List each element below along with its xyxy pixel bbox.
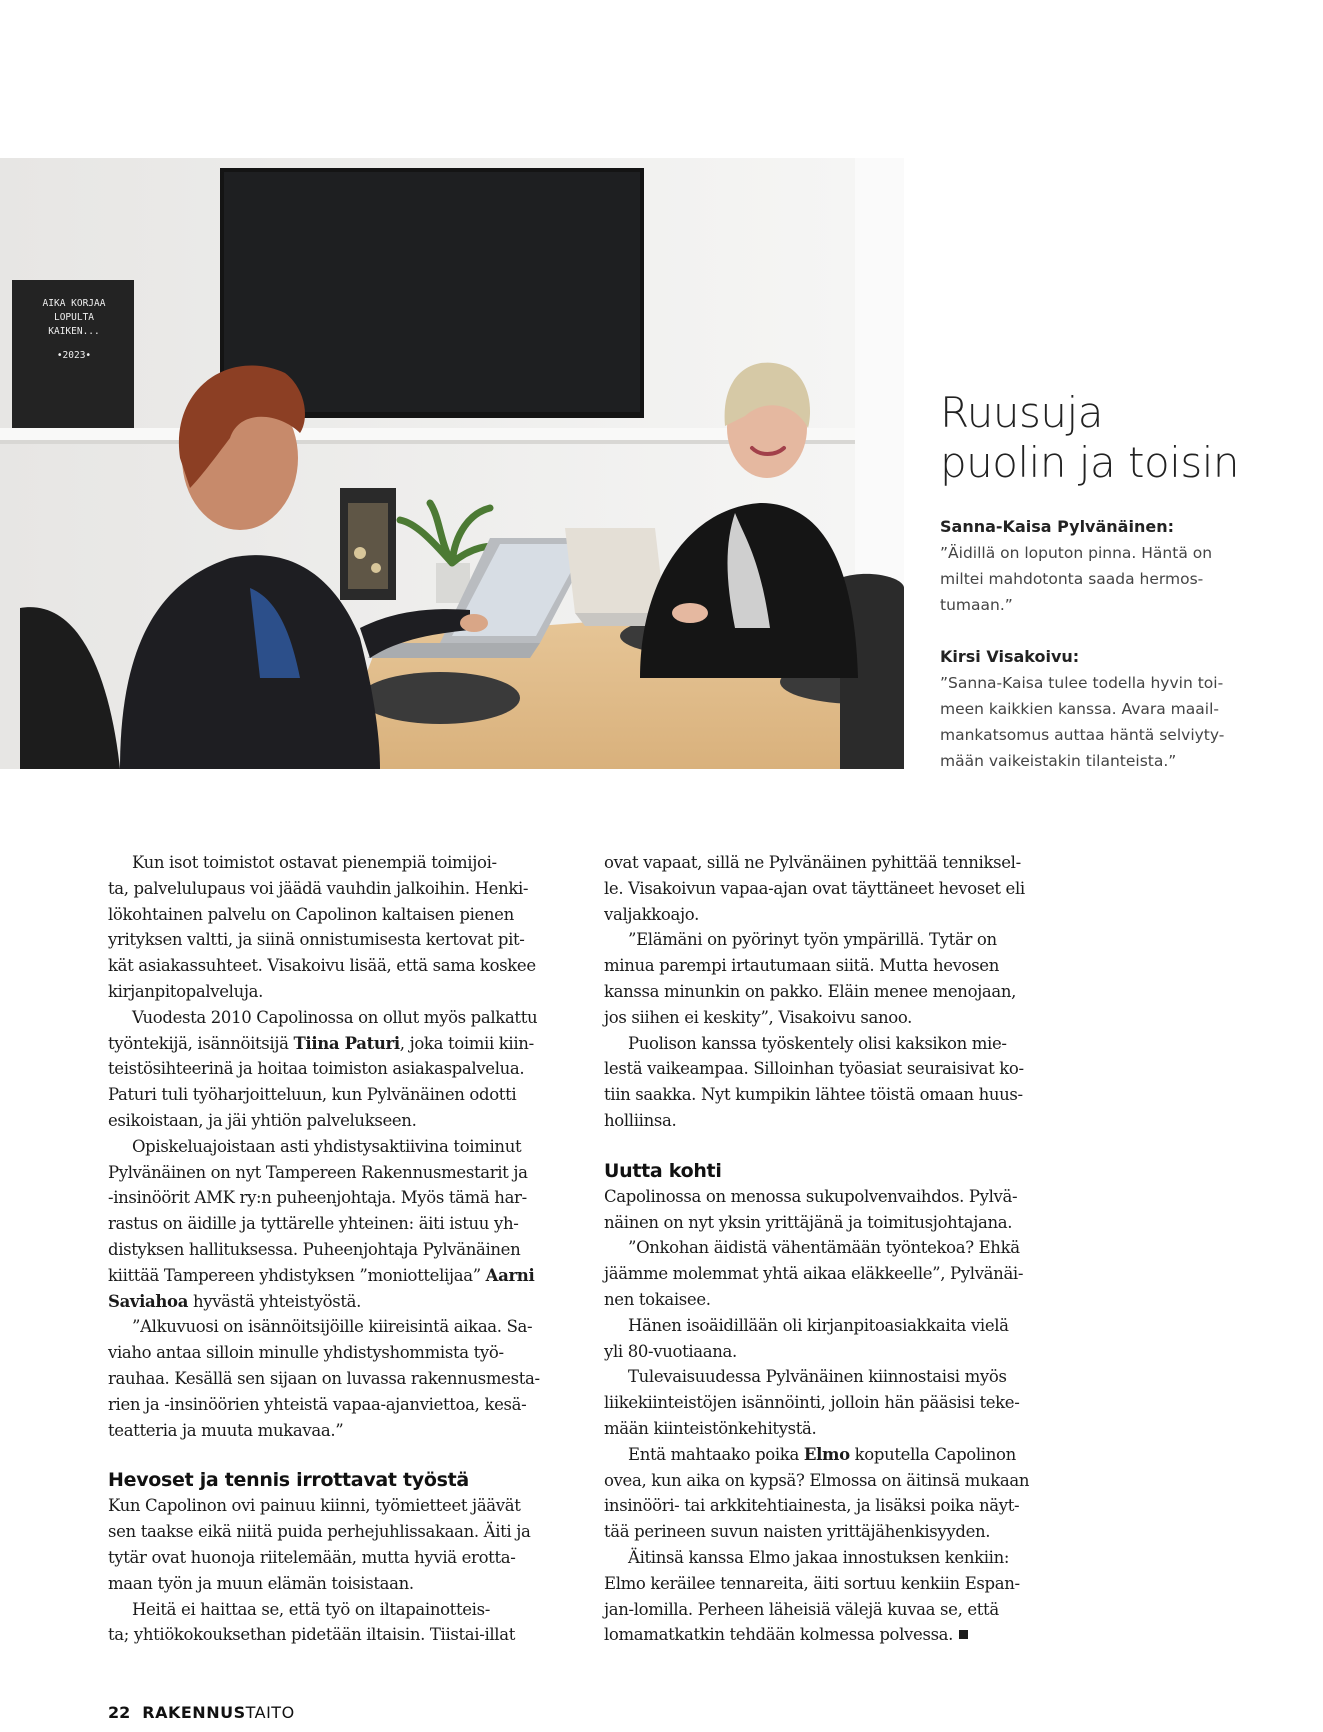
body-text: hyvästä yhteistyöstä. <box>188 1291 362 1311</box>
letter-board <box>12 280 134 428</box>
body-line: Elmo keräilee tennareita, äiti sortuu kenkiin Espan- <box>604 1573 1020 1593</box>
body-line: jäämme molemmat yhtä aikaa eläkkeelle”, Pylvänäi- <box>604 1264 1024 1284</box>
body-line: rauhaa. Kesällä sen sijaan on luvassa rakennusmesta- <box>108 1368 540 1388</box>
person-name-bold: Elmo <box>803 1444 850 1464</box>
body-line: ”Elämäni on pyörinyt työn ympärillä. Tytär on <box>628 930 997 950</box>
body-text: kiittää Tampereen yhdistyksen ”moniottelijaa” <box>108 1265 486 1285</box>
body-line: teistösihteerinä ja hoitaa toimiston asiakaspalvelua. <box>108 1059 525 1079</box>
body-column-right <box>604 850 1062 1648</box>
body-line: rastus on äidille ja tyttärelle yhteinen: äiti istuu yh- <box>108 1214 519 1234</box>
body-line: ta; yhtiökokouksethan pidetään iltaisin. Tiistai-illat <box>108 1625 515 1645</box>
body-line: liikekiinteistöjen isännöinti, jolloin hän pääsisi teke- <box>604 1393 1020 1413</box>
body-line: -insinöörit AMK ry:n puheenjohtaja. Myös tämä har- <box>108 1188 527 1208</box>
body-line <box>108 1263 566 1289</box>
body-line: ”Onkohan äidistä vähentämään työntekoa? Ehkä <box>628 1238 1020 1258</box>
body-line: Puolison kanssa työskentely olisi kaksikon mie- <box>628 1033 1007 1053</box>
body-line: Tulevaisuudessa Pylvänäinen kiinnostaisi myös <box>628 1367 1007 1387</box>
quote-1-line: tumaan.” <box>940 596 1013 614</box>
section-heading: Hevoset ja tennis irrottavat työstä <box>108 1469 469 1492</box>
body-line: ”Alkuvuosi on isännöitsijöille kiireisintä aikaa. Sa- <box>132 1317 533 1337</box>
body-line: Heitä ei haittaa se, että työ on iltapainotteis- <box>132 1599 490 1619</box>
magazine-name-bold: RAKENNUS <box>142 1703 246 1722</box>
page-number: 22 <box>108 1703 131 1722</box>
body-line <box>604 1622 1062 1648</box>
body-text: koputella Capolinon <box>849 1444 1016 1464</box>
board-line-2: LOPULTA <box>53 312 95 323</box>
body-line: sen taakse eikä niitä puida perhejuhlissakaan. Äiti ja <box>108 1522 531 1542</box>
section-heading: Uutta kohti <box>604 1159 722 1182</box>
person-name-bold: Aarni <box>485 1265 535 1285</box>
body-line: tytär ovat huonoja riitelemään, mutta hyviä erotta- <box>108 1547 516 1567</box>
body-line: Opiskeluajoistaan asti yhdistysaktiivina toiminut <box>132 1136 522 1156</box>
body-line: insinööri- tai arkkitehtiainesta, ja lisäksi poika näyt- <box>604 1496 1020 1516</box>
sidebar-title-line-2: puolin ja toisin <box>940 438 1240 487</box>
body-line: teatteria ja muuta mukavaa.” <box>108 1420 344 1440</box>
body-line: kanssa minunkin on pakko. Eläin menee menojaan, <box>604 981 1017 1001</box>
body-line: holliinsa. <box>604 1110 677 1130</box>
body-line: minua parempi irtautumaan siitä. Mutta hevosen <box>604 956 999 976</box>
board-line-1: AIKA KORJAA <box>42 298 106 309</box>
office-scene-illustration <box>0 158 904 769</box>
body-line: Kun isot toimistot ostavat pienempiä toimijoi- <box>132 853 497 872</box>
sidebar-title-line-1: Ruusuja <box>940 388 1103 437</box>
body-line: Äitinsä kanssa Elmo jakaa innostuksen kenkiin: <box>628 1547 1010 1567</box>
body-line: le. Visakoivun vapaa-ajan ovat täyttäneet hevoset eli <box>604 878 1025 898</box>
body-line: distyksen hallituksessa. Puheenjohtaja Pylvänäinen <box>108 1239 521 1259</box>
body-line: esikoistaan, ja jäi yhtiön palvelukseen. <box>108 1110 417 1130</box>
body-line: Paturi tuli työharjoitteluun, kun Pylvänäinen odotti <box>108 1085 517 1105</box>
body-line: rien ja -insinöörien yhteistä vapaa-ajanviettoa, kesä- <box>108 1394 527 1414</box>
body-line: jan-lomilla. Perheen läheisiä välejä kuvaa se, että <box>604 1599 999 1619</box>
quote-1-line: miltei mahdotonta saada hermos- <box>940 570 1204 588</box>
body-line: nen tokaisee. <box>604 1289 711 1309</box>
body-line: tiin saakka. Nyt kumpikin lähtee töistä omaan huus- <box>604 1085 1023 1105</box>
person-name-bold: Saviahoa <box>108 1291 189 1311</box>
body-line: ovat vapaat, sillä ne Pylvänäinen pyhittää tenniksel- <box>604 853 1021 872</box>
board-line-4: •2023• <box>56 350 92 361</box>
quote-2-line: meen kaikkien kanssa. Avara maail- <box>940 700 1219 718</box>
quote-text-2 <box>940 670 1240 774</box>
body-line: kät asiakassuhteet. Visakoivu lisää, että sama koskee <box>108 956 536 976</box>
article-photo <box>0 158 904 769</box>
body-line: ovea, kun aika on kypsä? Elmossa on äitinsä mukaan <box>604 1470 1030 1490</box>
body-text: , joka toimii kiin- <box>399 1033 534 1053</box>
quote-sidebar <box>940 388 1240 800</box>
body-line: lökohtainen palvelu on Capolinon kaltaisen pienen <box>108 904 514 924</box>
body-line: mään kiinteistönkehitystä. <box>604 1418 817 1438</box>
body-line: lestä vaikeampaa. Silloinhan työasiat seuraisivat ko- <box>604 1059 1024 1079</box>
magazine-name-light: TAITO <box>245 1703 295 1722</box>
body-line: Vuodesta 2010 Capolinossa on ollut myös palkattu <box>132 1007 538 1027</box>
body-line: ta, palvelulupaus voi jäädä vauhdin jalkoihin. Henki- <box>108 878 529 898</box>
quote-author-1: Sanna-Kaisa Pylvänäinen: <box>940 517 1174 536</box>
body-line <box>108 1289 566 1315</box>
quote-2-line: mankatsomus auttaa häntä selviyty- <box>940 726 1225 744</box>
body-text: työntekijä, isännöitsijä <box>108 1033 294 1053</box>
body-column-left <box>108 850 566 1648</box>
body-line: näinen on nyt yksin yrittäjänä ja toimitusjohtajana. <box>604 1212 1013 1232</box>
body-line: maan työn ja muun elämän toisistaan. <box>108 1573 414 1593</box>
body-line: valjakkoajo. <box>604 904 699 924</box>
body-line <box>604 1442 1062 1468</box>
body-line: tää perineen suvun naisten yrittäjähenkisyyden. <box>604 1522 991 1542</box>
body-line: Kun Capolinon ovi painuu kiinni, työmietteet jäävät <box>108 1496 521 1516</box>
body-line: Capolinossa on menossa sukupolvenvaihdos. Pylvä- <box>604 1186 1018 1206</box>
body-text: lomamatkatkin tehdään kolmessa polvessa. <box>604 1625 954 1645</box>
article-end-mark <box>959 1630 968 1639</box>
body-line: kirjanpitopalveluja. <box>108 981 264 1001</box>
quote-1-line: ”Äidillä on loputon pinna. Häntä on <box>940 544 1213 562</box>
quote-2-line: ”Sanna-Kaisa tulee todella hyvin toi- <box>940 674 1224 692</box>
board-line-3: KAIKEN... <box>48 326 100 337</box>
body-line: Pylvänäinen on nyt Tampereen Rakennusmestarit ja <box>108 1162 528 1182</box>
quote-author-2: Kirsi Visakoivu: <box>940 647 1080 666</box>
person-name-bold: Tiina Paturi <box>293 1033 400 1053</box>
page-footer <box>108 1703 295 1722</box>
body-line: yrityksen valtti, ja siinä onnistumisesta kertovat pit- <box>108 930 525 950</box>
body-line <box>108 1031 566 1057</box>
body-text: Entä mahtaako poika <box>628 1444 804 1464</box>
body-line: Hänen isoäidillään oli kirjanpitoasiakkaita vielä <box>628 1315 1009 1335</box>
quote-2-line: mään vaikeistakin tilanteista.” <box>940 752 1177 770</box>
body-line: jos siihen ei keskity”, Visakoivu sanoo. <box>604 1007 913 1027</box>
body-line: yli 80-vuotiaana. <box>604 1341 737 1361</box>
body-line: viaho antaa silloin minulle yhdistyshommista työ- <box>108 1343 504 1363</box>
quote-text-1 <box>940 540 1240 618</box>
sidebar-title <box>940 388 1240 488</box>
